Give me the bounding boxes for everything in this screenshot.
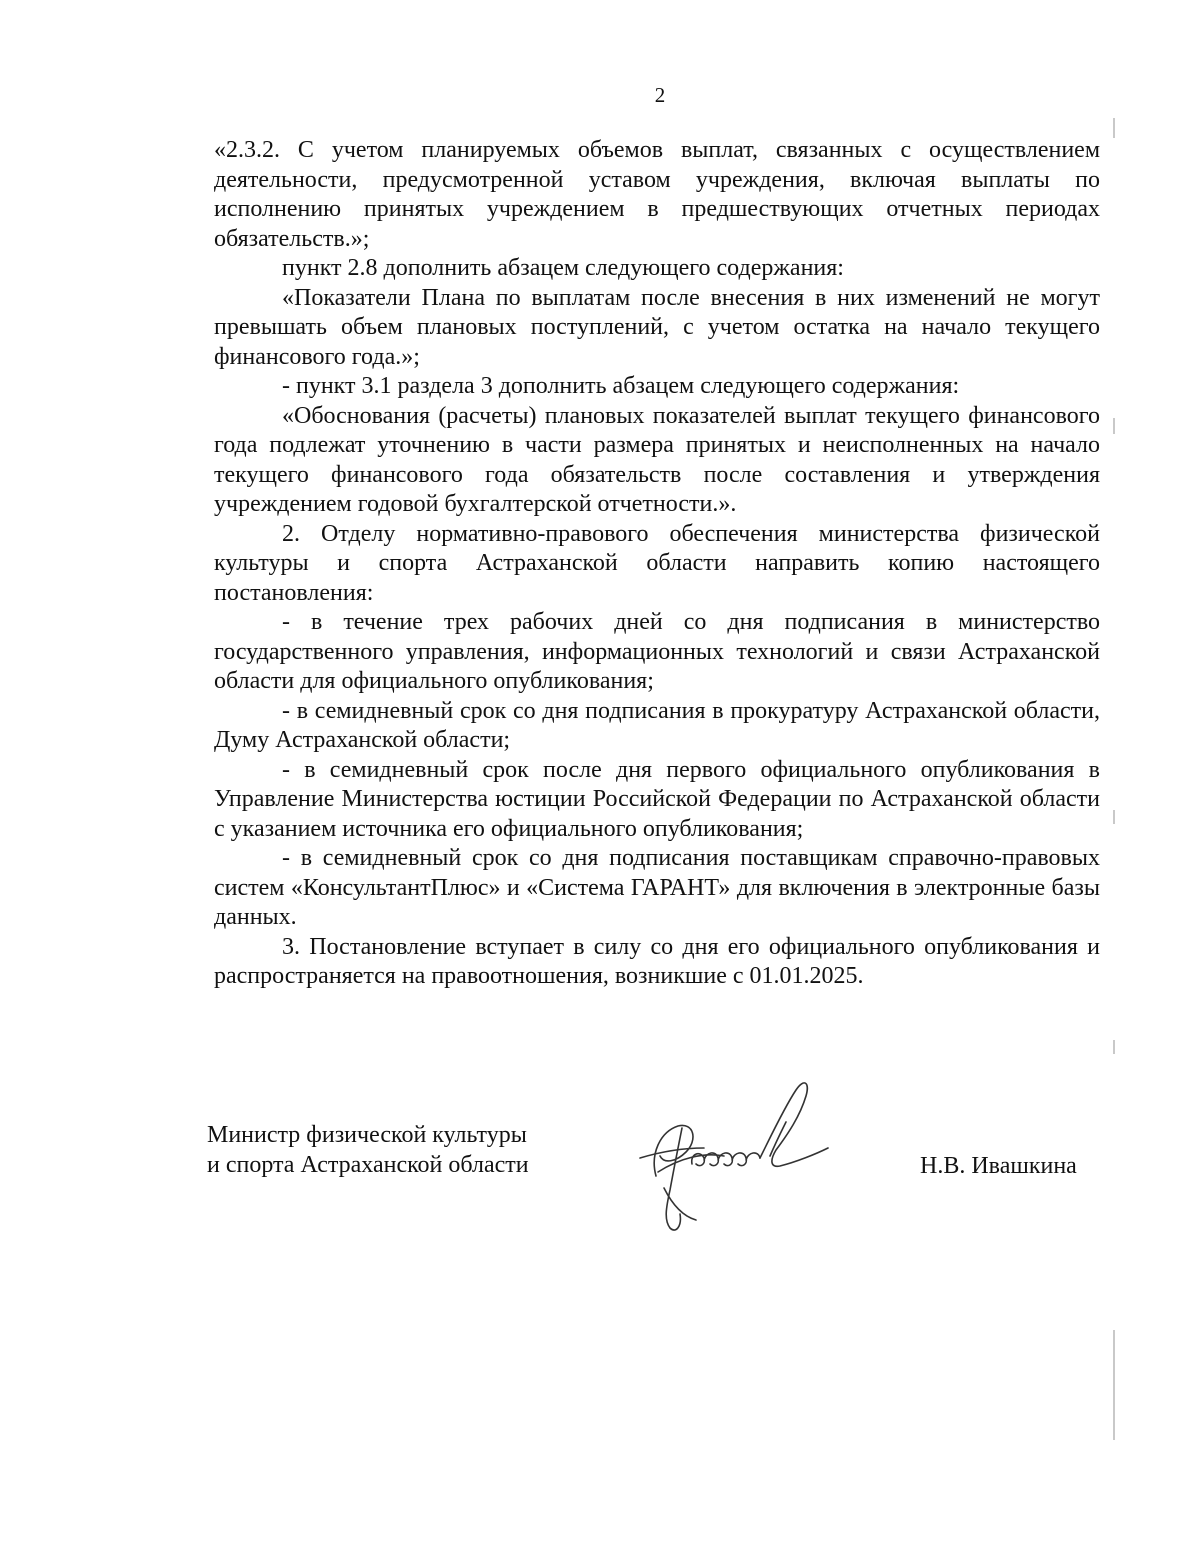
page-number: 2 — [654, 83, 666, 107]
list-item-justice: - в семидневный срок после дня первого официального опубликования в Управление Министерства юстиции Российской Федерации по Астраханской области с указанием источника его официального опубликования; — [214, 756, 1100, 842]
paragraph-item-2-8: пункт 2.8 дополнить абзацем следующего содержания: — [282, 255, 844, 281]
scan-edge-mark — [1113, 418, 1115, 434]
document-body — [214, 136, 1100, 992]
scan-edge-mark — [1113, 1040, 1115, 1054]
paragraph-item-3-1: - пункт 3.1 раздела 3 дополнить абзацем следующего содержания: — [282, 373, 960, 399]
signatory-title — [207, 1120, 587, 1180]
paragraph-section-3: 3. Постановление вступает в силу со дня его официального опубликования и распространяется на правоотношения, возникшие с 01.01.2025. — [214, 933, 1100, 989]
list-item-ministry: - в течение трех рабочих дней со дня подписания в министерство государственного управления, информационных технологий и связи Астраханской области для официального опубликования; — [214, 609, 1100, 694]
paragraph-justifications: «Обоснования (расчеты) плановых показателей выплат текущего финансового года подлежат уточнению в части размера принятых и неисполненных на начало текущего финансового года обязательств после составления и утверждения учреждением годовой бухгалтерской отчетности.». — [214, 402, 1100, 517]
paragraph-section-2: 2. Отделу нормативно-правового обеспечения министерства физической культуры и спорта Астраханской области направить копию настоящего постановления: — [214, 520, 1100, 606]
scan-edge-mark — [1113, 118, 1115, 138]
signatory-name: Н.В. Ивашкина — [920, 1153, 1077, 1179]
paragraph-plan-indicators: «Показатели Плана по выплатам после внесения в них изменений не могут превышать объем плановых поступлений, с учетом остатка на начало текущего финансового года.»; — [214, 284, 1100, 370]
list-item-legal-systems: - в семидневный срок со дня подписания поставщикам справочно-правовых систем «КонсультантПлюс» и «Система ГАРАНТ» для включения в электронные базы данных. — [214, 845, 1100, 930]
paragraph-2-3-2: «2.3.2. С учетом планируемых объемов выплат, связанных с осуществлением деятельности, предусмотренной уставом учреждения, включая выплаты по исполнению принятых учреждением в предшествующих отчетных периодах обязательств.»; — [214, 137, 1100, 252]
signatory-title-line-2: и спорта Астраханской области — [207, 1152, 529, 1178]
scan-edge-mark — [1113, 1330, 1115, 1440]
handwritten-signature — [620, 1068, 840, 1248]
signatory-title-line-1: Министр физической культуры — [207, 1122, 527, 1148]
list-item-prosecutor: - в семидневный срок со дня подписания в прокуратуру Астраханской области, Думу Астраханской области; — [214, 697, 1100, 753]
scan-edge-mark — [1113, 810, 1115, 824]
